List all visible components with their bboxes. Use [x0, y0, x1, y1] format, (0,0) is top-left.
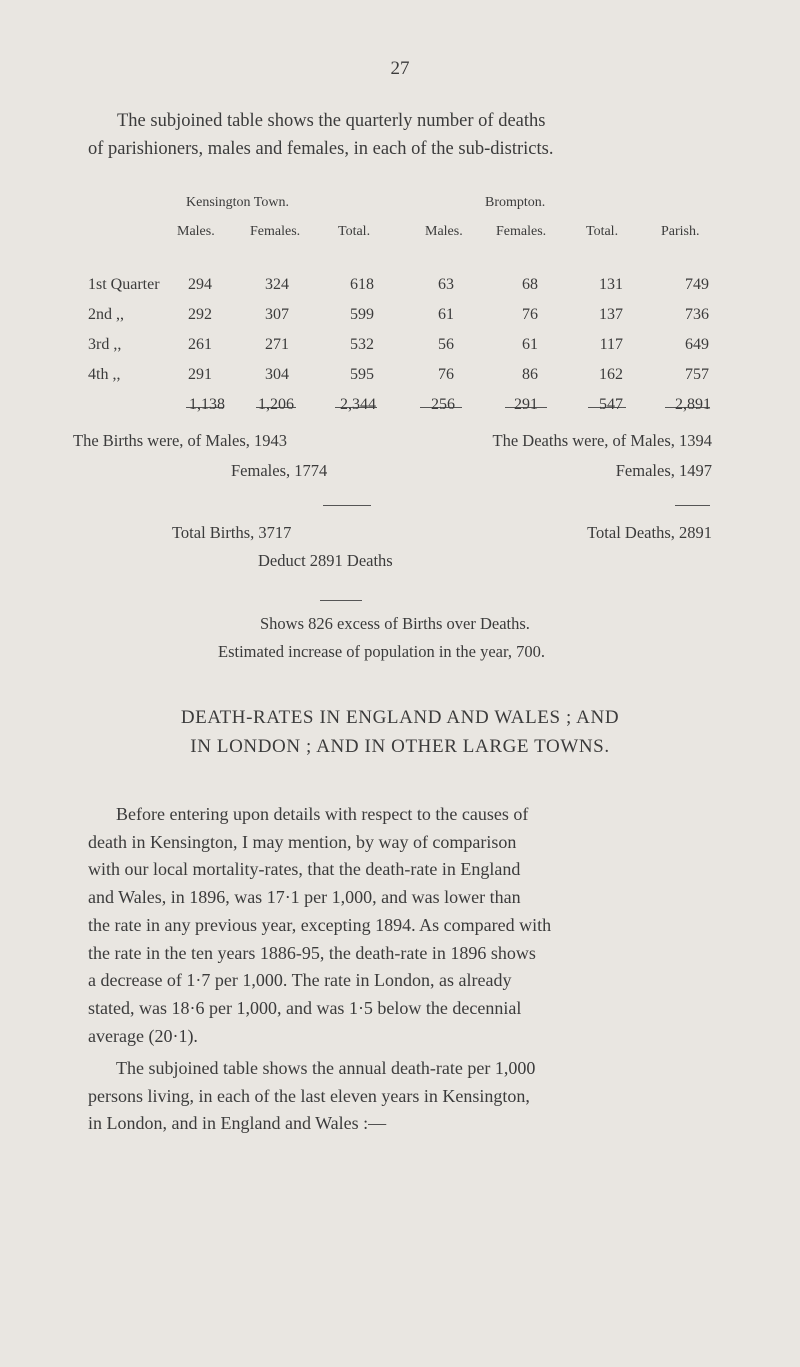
col-header-parish: Parish. [661, 224, 700, 239]
table-cell: 162 [599, 366, 623, 383]
table-cell: 649 [685, 336, 709, 353]
sum-rule [675, 505, 710, 506]
group-header-kensington: Kensington Town. [186, 195, 289, 210]
table-cell: 61 [522, 336, 538, 353]
page-number: 27 [390, 58, 410, 79]
paragraph-line: and Wales, in 1896, was 17·1 per 1,000, and was lower than [88, 887, 521, 908]
table-total: 1,206 [258, 396, 294, 413]
row-label: 1st Quarter [88, 276, 160, 293]
row-label: 2nd ,, [88, 306, 124, 323]
table-cell: 307 [265, 306, 289, 323]
paragraph-line: Before entering upon details with respect to the causes of [116, 804, 529, 824]
table-cell: 271 [265, 336, 289, 353]
table-cell: 304 [265, 366, 289, 383]
table-total: 256 [431, 396, 455, 413]
sum-rule [320, 600, 362, 601]
paragraph-death-rates [88, 801, 738, 1050]
col-header-females-b: Females. [496, 224, 547, 239]
table-cell: 131 [599, 276, 623, 293]
col-header-females-k: Females. [250, 224, 301, 239]
table-cell: 68 [522, 276, 538, 293]
table-cell: 618 [350, 276, 374, 293]
paragraph-line: persons living, in each of the last eleven years in Kensington, [88, 1085, 530, 1106]
group-header-brompton: Brompton. [485, 195, 546, 210]
table-cell: 324 [265, 276, 289, 293]
table-total: 291 [514, 396, 538, 413]
deaths-females: Females, 1497 [615, 461, 712, 480]
table-cell: 261 [188, 336, 212, 353]
total-deaths: Total Deaths, 2891 [587, 523, 712, 542]
intro-line-1: The subjoined table shows the quarterly number of deaths [117, 111, 546, 131]
table-cell: 86 [522, 366, 538, 383]
estimated-increase: Estimated increase of population in the year, 700. [218, 642, 545, 661]
row-label: 4th ,, [88, 366, 121, 383]
deduct-deaths: Deduct 2891 Deaths [258, 551, 393, 570]
paragraph-line: the rate in any previous year, excepting 1894. As compared with [88, 914, 552, 935]
excess-births: Shows 826 excess of Births over Deaths. [260, 614, 530, 633]
paragraph-line: the rate in the ten years 1886-95, the death-rate in 1896 shows [88, 942, 536, 963]
table-cell: 117 [599, 336, 623, 353]
paragraph-line: The subjoined table shows the annual death-rate per 1,000 [116, 1058, 536, 1078]
table-cell: 294 [188, 276, 212, 293]
births-males: The Births were, of Males, 1943 [73, 431, 287, 450]
col-header-total-k: Total. [338, 224, 371, 239]
paragraph-line: with our local mortality-rates, that the death-rate in England [88, 859, 521, 880]
section-heading-line-1: DEATH-RATES IN ENGLAND AND WALES ; AND [180, 707, 620, 728]
paragraph-line: a decrease of 1·7 per 1,000. The rate in London, as already [88, 970, 512, 991]
table-total: 2,891 [675, 396, 711, 413]
table-cell: 292 [188, 306, 212, 323]
table-cell: 63 [438, 276, 454, 293]
table-cell: 61 [438, 306, 454, 323]
paragraph-line: death in Kensington, I may mention, by way of comparison [88, 831, 517, 852]
table-cell: 749 [685, 276, 709, 293]
table-total: 547 [599, 396, 623, 413]
section-heading-line-2: IN LONDON ; AND IN OTHER LARGE TOWNS. [190, 736, 610, 757]
col-header-males-b: Males. [425, 224, 463, 239]
total-births: Total Births, 3717 [172, 523, 292, 542]
table-cell: 599 [350, 306, 374, 323]
table-total: 2,344 [340, 396, 376, 413]
sum-rule [323, 505, 371, 506]
table-cell: 76 [438, 366, 454, 383]
paragraph-line: average (20·1). [88, 1025, 198, 1046]
col-header-total-b: Total. [586, 224, 619, 239]
table-cell: 595 [350, 366, 374, 383]
paragraph-line: stated, was 18·6 per 1,000, and was 1·5 below the decennial [88, 997, 522, 1018]
table-total: 1,138 [189, 396, 225, 413]
table-cell: 291 [188, 366, 212, 383]
table-cell: 757 [685, 366, 709, 383]
table-cell: 76 [522, 306, 538, 323]
intro-line-2: of parishioners, males and females, in each of the sub-districts. [88, 139, 554, 159]
row-label: 3rd ,, [88, 336, 122, 353]
paragraph-line: in London, and in England and Wales :— [88, 1113, 387, 1134]
deaths-males: The Deaths were, of Males, 1394 [492, 431, 712, 450]
births-females: Females, 1774 [231, 461, 328, 480]
table-cell: 736 [685, 306, 709, 323]
table-cell: 56 [438, 336, 454, 353]
col-header-males-k: Males. [177, 224, 215, 239]
table-cell: 137 [599, 306, 623, 323]
paragraph-annual-table [88, 1055, 738, 1138]
table-cell: 532 [350, 336, 374, 353]
